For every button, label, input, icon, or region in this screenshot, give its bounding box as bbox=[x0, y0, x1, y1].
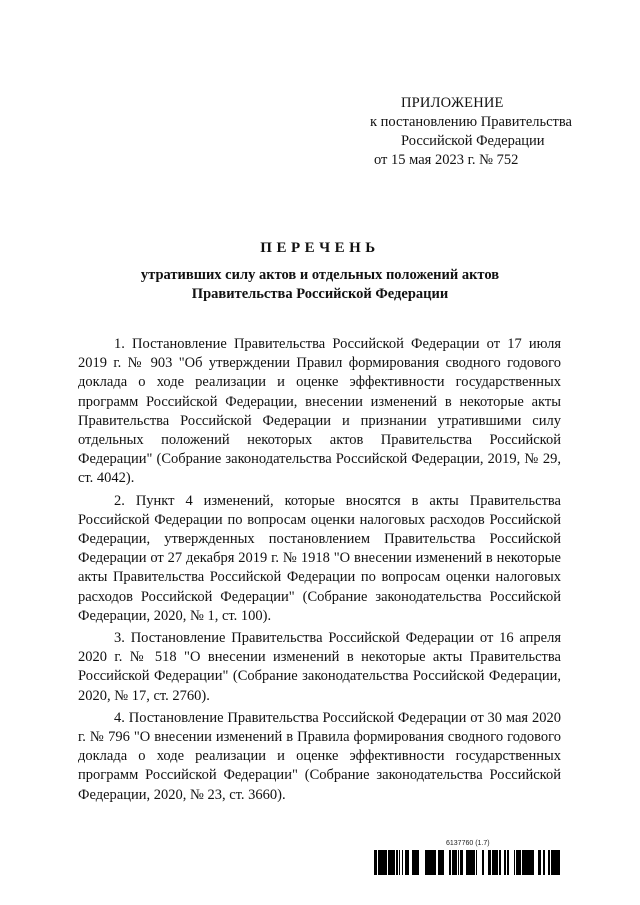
document-title: ПЕРЕЧЕНЬ bbox=[260, 240, 380, 256]
list-item: 4. Постановление Правительства Российской Федерации от 30 мая 2020 г. № 796 "О внесении изменений в Правила формирования сводного годового доклада о ходе реализации и оценке эффективности государственных программ Российской Федерации" (Собрание законодательства Российской Федерации, 2020, № 23, ст. 3660). bbox=[78, 709, 561, 803]
document-code: 6137760 (1.7) bbox=[446, 840, 490, 847]
list-item: 2. Пункт 4 изменений, которые вносятся в акты Правительства Российской Федерации по вопросам оценки налоговых расходов Российской Федерации, утвержденных постановлением Правительства Российской Федерации от 27 декабря 2019 г. № 1918 "О внесении изменений в некоторые акты Правительства Российской Федерации по вопросам оценки налоговых расходов Российской Федерации" (Собрание законодательства Российской Федерации, 2020, № 1, ст. 100). bbox=[78, 492, 561, 624]
document-body bbox=[78, 335, 561, 805]
appendix-label: ПРИЛОЖЕНИЕ bbox=[401, 95, 504, 111]
barcode-icon bbox=[374, 850, 560, 875]
list-item: 3. Постановление Правительства Российской Федерации от 16 апреля 2020 г. № 518 "О внесении изменений в некоторые акты Правительства Российской Федерации" (Собрание законодательства Российской Федерации, 2020, № 17, ст. 2760). bbox=[78, 630, 561, 704]
appendix-line-date: от 15 мая 2023 г. № 752 bbox=[374, 152, 519, 168]
list-item: 1. Постановление Правительства Российской Федерации от 17 июля 2019 г. № 903 "Об утверждении Правил формирования сводного годового доклада о ходе реализации и оценке эффективности государственных программ Российской Федерации, внесении изменений в некоторые акты Правительства Российской Федерации и признании утратившими силу отдельных положений некоторых актов Правительства Российской Федерации" (Собрание законодательства Российской Федерации, 2019, № 29, ст. 4042). bbox=[78, 336, 561, 487]
appendix-line-federation: Российской Федерации bbox=[401, 133, 545, 149]
document-subtitle bbox=[80, 266, 560, 304]
appendix-line-resolution: к постановлению Правительства bbox=[370, 114, 572, 130]
subtitle-line-2: Правительства Российской Федерации bbox=[191, 286, 449, 302]
appendix-header bbox=[370, 94, 580, 170]
subtitle-line-1: утративших силу актов и отдельных положений актов bbox=[140, 267, 500, 283]
